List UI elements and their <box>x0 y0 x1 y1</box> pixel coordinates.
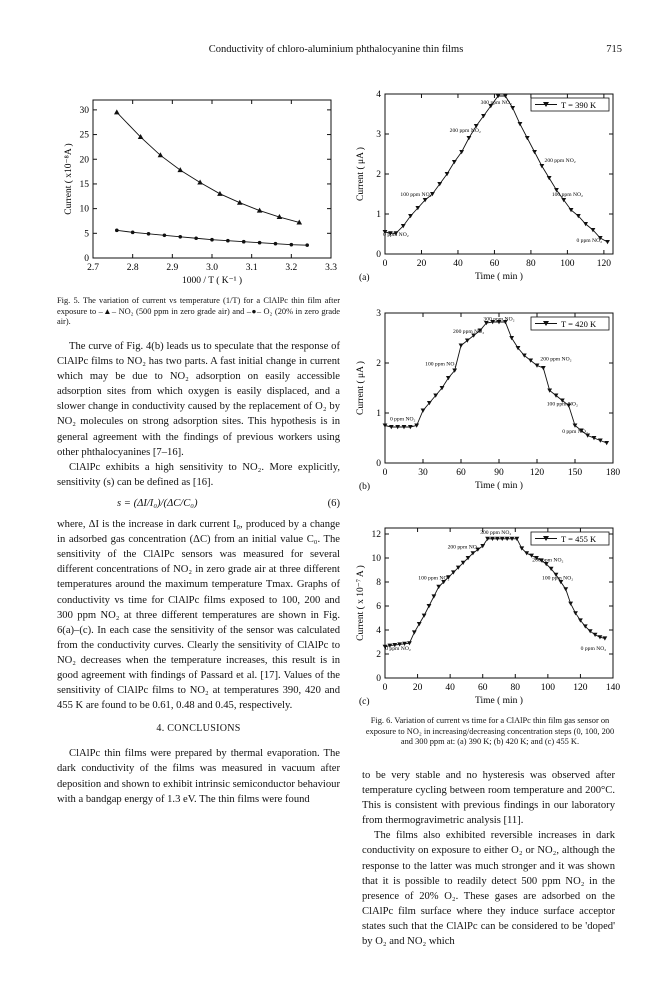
panel-label: (a) <box>359 273 370 283</box>
data-point <box>573 611 578 615</box>
fig6c-chart <box>355 518 627 713</box>
paragraph: ClAlPc exhibits a high sensitivity to NO₂. More explicitly, sensitivity (s) can be defined as [16]. <box>57 461 340 488</box>
annotation: 0 ppm NO₂ <box>383 232 409 238</box>
y-tick-label: 10 <box>79 204 89 215</box>
x-tick-label: 140 <box>605 683 621 693</box>
x-tick-label: 60 <box>489 259 500 269</box>
data-point <box>604 441 609 445</box>
data-point <box>421 409 426 413</box>
running-title: Conductivity of chloro-aluminium phthalocyanine thin films <box>208 44 464 55</box>
fig6a-chart <box>355 88 627 293</box>
x-tick-label: 60 <box>477 683 488 693</box>
data-point <box>194 236 198 240</box>
left-column <box>57 339 340 807</box>
x-tick-label: 2.9 <box>166 263 179 273</box>
annotation: 200 ppm NO₂ <box>532 557 564 564</box>
data-point <box>305 243 309 247</box>
data-point <box>598 439 603 443</box>
y-tick-label: 0 <box>84 254 89 264</box>
annotation: 100 ppm NO₂ <box>551 192 583 198</box>
y-tick-label: 15 <box>79 179 89 190</box>
x-tick-label: 180 <box>605 468 621 478</box>
paragraph: to be very stable and no hysteresis was observed after temperature cycling between room temperature and 200°C. This is consistent with previous findings in our laboratory from thermogravimetric analysis [11]. <box>362 770 615 827</box>
annotation: 100 ppm NO₂ <box>546 401 578 408</box>
right-column <box>362 768 615 949</box>
data-point <box>210 238 214 242</box>
plot-frame <box>385 94 613 254</box>
x-tick-label: 0 <box>382 468 388 478</box>
data-point <box>290 243 294 247</box>
y-tick-label: 2 <box>376 170 381 180</box>
equation-6 <box>57 490 340 517</box>
data-point <box>547 176 552 180</box>
y-tick-label: 30 <box>79 105 89 116</box>
x-tick-label: 120 <box>596 259 612 269</box>
x-axis-label: Time ( min ) <box>475 696 523 706</box>
fig5-chart <box>55 88 345 293</box>
annotation: 0 ppm NO₂ <box>576 238 603 244</box>
x-tick-label: 100 <box>560 259 575 269</box>
data-point <box>417 622 422 626</box>
data-point <box>274 242 278 246</box>
series-line <box>117 112 299 222</box>
data-point <box>197 179 203 184</box>
annotation: 100 ppm NO₂ <box>400 192 432 198</box>
series-line <box>385 96 608 242</box>
data-point <box>605 240 610 244</box>
legend-entry: T = 455 K <box>561 534 597 544</box>
x-axis-label: Time ( min ) <box>475 481 523 491</box>
x-axis-label: Time ( min ) <box>475 272 523 282</box>
x-tick-label: 60 <box>456 468 466 478</box>
series-line <box>385 539 605 647</box>
data-point <box>459 344 464 348</box>
annotation: 100 ppm NO₂ <box>425 361 457 368</box>
y-tick-label: 0 <box>376 250 381 260</box>
x-tick-label: 100 <box>540 683 555 693</box>
paragraph: The curve of Fig. 4(b) leads us to speculate that the response of ClAlPc films to NO₂ has two parts. A fast initial change in current which may be due to NO₂ adsorption on easily accessible adsorption sites from which oxygen is easily displaced, and a slower change in conductivity caused by the replacement of O₂ by NO₂ molecules on strong adsorption sites. This hypothesis is in general agreement with the findings of previous workers using other phthalocyanines [7–16]. <box>57 341 340 458</box>
data-point <box>114 109 120 114</box>
x-tick-label: 0 <box>382 259 388 269</box>
annotation: 200 ppm NO₂ <box>544 158 576 164</box>
data-point <box>563 587 568 591</box>
annotation: 200 ppm NO₂ <box>540 356 572 363</box>
data-point <box>163 233 167 237</box>
data-point <box>518 122 523 126</box>
annotation: 300 ppm NO₂ <box>480 530 512 536</box>
data-point <box>177 167 183 172</box>
x-tick-label: 3.0 <box>206 263 218 273</box>
data-point <box>568 602 573 606</box>
annotation: 200 ppm NO₂ <box>453 329 485 335</box>
data-point <box>147 232 151 236</box>
data-point <box>431 594 436 598</box>
panel-label: (c) <box>359 697 370 707</box>
x-tick-label: 40 <box>445 683 455 693</box>
annotation: 0 ppm NO₂ <box>580 645 607 652</box>
x-tick-label: 80 <box>526 259 536 269</box>
paragraph: The films also exhibited reversible increases in dark conductivity on exposure to either O₂ or NO₂, although the response to the latter was much stronger and it was shown that it is possible to readily detect 500 ppm NO₂ in the presence of 20% O₂. These gases are adsorbed on the ClAlPc film surface where they induce surface acceptor states such that the ClAlPc can be considered to be 'doped' by O₂ and NO₂ which <box>362 830 615 948</box>
x-tick-label: 120 <box>529 468 545 478</box>
paragraph: where, ΔI is the increase in dark current I₀, produced by a change in adsorbed gas concentration (ΔC) from an initial value C₀. The sensitivity of the ClAlPc sensors was measured for several different concentrations of NO₂ in zero grade air at three different temperatures around the maximum temperature Tmax. Graphs of conductivity vs time for ClAlPc films exposed to 100, 200 and 300 ppm NO₂ at three different temperatures are shown in Fig. 6(a)–(c). In each case the sensitivity of the sensor was calculated from the conductivity curves. Clearly the sensitivity of ClAlPc to NO₂ decreases when the temperature increases, this result is in good agreement with findings of Passard et al. [17]. Values of the sensitivity of ClAlPc films to NO₂ at temperatures 390, 420 and 455 K are found to be 0.61, 0.48 and 0.45, respectively. <box>57 519 340 712</box>
paragraph: ClAlPc thin films were prepared by thermal evaporation. The dark conductivity of the films was measured in vacuum after deposition and shown to exhibit intrinsic semiconductor behaviour with a bandgap energy of 1.3 eV. The thin films were found <box>57 748 340 805</box>
fig6-caption: Fig. 6. Variation of current vs time for a ClAlPc thin film gas sensor on exposure to NO₂ in increasing/decreasing concentration steps (0, 100, 200 and 300 ppm at: (a) 390 K; (b) 420 K; and (c) 455 K. <box>365 716 615 746</box>
annotation: 100 ppm NO₂ <box>542 575 574 582</box>
annotation: 0 ppm NO₂ <box>389 416 416 423</box>
x-tick-label: 150 <box>567 468 583 478</box>
data-point <box>509 336 514 340</box>
y-axis-label: Current ( x10⁻⁸A ) <box>64 143 74 215</box>
annotation: 300 ppm NO₂ <box>483 316 515 323</box>
y-tick-label: 2 <box>376 359 381 369</box>
x-tick-label: 2.8 <box>126 263 139 273</box>
x-tick-label: 30 <box>418 468 428 478</box>
data-point <box>131 231 135 235</box>
series-line <box>117 230 307 245</box>
data-point <box>524 551 529 555</box>
y-tick-label: 8 <box>376 578 381 588</box>
annotation: 200 ppm NO₂ <box>447 544 479 551</box>
legend-entry: T = 390 K <box>561 100 597 110</box>
x-tick-label: 0 <box>382 683 388 693</box>
data-point <box>242 240 246 244</box>
y-tick-label: 12 <box>371 530 381 540</box>
y-tick-label: 2 <box>376 650 381 660</box>
y-tick-label: 6 <box>376 602 381 612</box>
data-point <box>217 191 223 196</box>
x-axis-label: 1000 / T ( K⁻¹ ) <box>181 276 243 286</box>
x-tick-label: 3.3 <box>325 263 337 273</box>
data-point <box>226 239 230 243</box>
y-tick-label: 10 <box>371 554 381 564</box>
data-point <box>541 366 546 370</box>
plot-frame <box>385 528 613 678</box>
x-tick-label: 3.2 <box>285 263 298 273</box>
data-point <box>467 136 472 140</box>
y-axis-label: Current ( x 10⁻⁷ A ) <box>356 565 366 641</box>
legend-entry: T = 420 K <box>561 319 597 329</box>
section-heading: 4. CONCLUSIONS <box>156 723 241 735</box>
data-point <box>178 235 182 239</box>
data-point <box>525 136 530 140</box>
y-tick-label: 1 <box>376 210 381 220</box>
x-tick-label: 40 <box>453 259 463 269</box>
plot-frame <box>385 313 613 463</box>
annotation: 100 ppm NO₂ <box>418 575 450 582</box>
x-tick-label: 20 <box>412 683 423 693</box>
data-point <box>592 436 597 440</box>
data-point <box>510 106 515 110</box>
x-tick-label: 2.7 <box>87 263 99 273</box>
annotation: 300 ppm NO₂ <box>480 100 512 106</box>
y-axis-label: Current ( μA ) <box>356 147 366 201</box>
data-point <box>593 633 598 637</box>
y-tick-label: 3 <box>376 309 381 319</box>
data-point <box>535 364 540 368</box>
fig6b-chart <box>355 303 627 498</box>
equation-number: (6) <box>327 497 340 509</box>
equation-body: s = (ΔI/I₀)/(ΔC/C₀) <box>117 497 198 509</box>
panel-label: (b) <box>359 482 371 492</box>
page-number: 715 <box>606 44 622 55</box>
data-point <box>452 160 457 164</box>
y-tick-label: 25 <box>79 130 89 141</box>
annotation: 0 ppm NO₂ <box>385 645 411 652</box>
data-point <box>532 150 537 154</box>
y-tick-label: 0 <box>376 459 381 469</box>
x-tick-label: 90 <box>494 468 504 478</box>
annotation: 200 ppm NO₂ <box>449 128 481 134</box>
plot-frame <box>93 100 331 258</box>
fig5-caption: Fig. 5. The variation of current vs temperature (1/T) for a ClAlPc thin film after exposure to –▲– NO₂ (500 ppm in zero grade air) and –●– O₂ (20% in zero grade air). <box>57 296 340 326</box>
data-point <box>539 164 544 168</box>
y-tick-label: 0 <box>376 674 381 684</box>
y-tick-label: 4 <box>376 626 381 636</box>
x-tick-label: 120 <box>573 683 588 693</box>
data-point <box>412 630 417 634</box>
y-tick-label: 4 <box>376 90 381 100</box>
x-tick-label: 80 <box>510 683 521 693</box>
x-tick-label: 3.1 <box>245 263 258 273</box>
y-tick-label: 5 <box>84 229 89 240</box>
annotation: 0 ppm NO₂ <box>562 429 588 435</box>
y-tick-label: 3 <box>376 130 381 140</box>
data-point <box>427 604 432 608</box>
data-point <box>115 229 119 233</box>
y-tick-label: 20 <box>79 155 89 166</box>
data-point <box>422 614 427 618</box>
data-point <box>446 376 451 380</box>
x-tick-label: 20 <box>416 259 427 269</box>
y-axis-label: Current ( μA ) <box>356 361 366 415</box>
data-point <box>602 636 607 640</box>
y-tick-label: 1 <box>376 409 381 419</box>
data-point <box>258 241 262 245</box>
data-point <box>436 585 441 589</box>
